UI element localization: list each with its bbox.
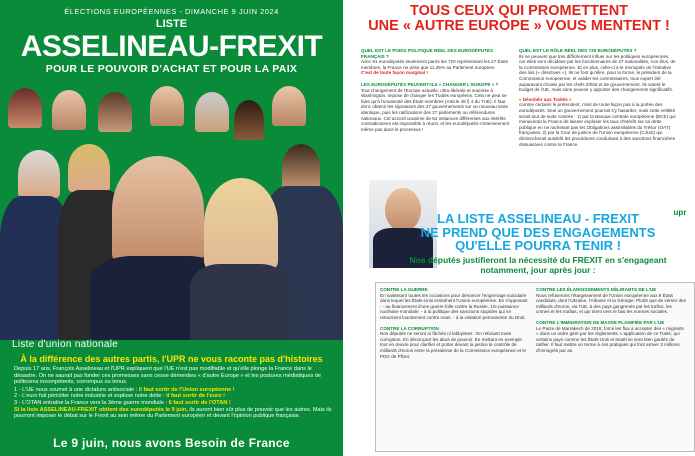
liste-label: LISTE [155,18,188,30]
candidates-photo-group [0,78,343,340]
commitment-headline: LA LISTE ASSELINEAU - FREXIT NE PREND QUE DES ENGAGEMENTS QU'ELLE POURRA TENIR ! [420,211,656,253]
commitment-subtitle: Nos députés justifieront la nécessité du FREXIT en s'engageant notamment, jour après jour : [409,255,667,275]
left-flyer-page [0,0,343,456]
right-flyer-page [343,0,695,456]
point-1: 1 - L'UE nous soumet à une dictature antisociale : il faut sortir de l'Union européenne ! [14,386,235,393]
main-title: ASSELINEAU-FREXIT [20,30,323,63]
right-title: TOUS CEUX QUI PROMETTENT UNE « AUTRE EUROPE » VOUS MENTENT ! [368,3,670,34]
left-body-text [14,366,334,420]
box-col-right: CONTRE LES ÉLARGISSEMENTS DÉLIRANTS DE L'UE Nous refuserons l'élargissement de l'Union européenne aux 9 États candidats, dont l'Ukraine, l'Albanie et la Géorgie. Plutôt que de verser des milliards d'euros, via l'UE, à des pays gangrenés par les trafics, les crimes et les mafias, et qui tirent vers le bas les normes sociales. CONTRE L'IMMIGRATION DE MASSE PLANIFIÉE PAR L'UE Le Pacte de Marrakech de 2018, forcé les flux à accepter des « migrants » dans un ordre géré par les règlements. L'application de ce Traité, qui certains pays comme les États-Unis et Israël se sont bien gardés de ratifier. Il faut mettre un terme à ces pratiques qui font arriver 3 millions d'immigrés par an. [536,287,686,353]
point-2: 2 - L'euro fait péricliter notre industrie et explose notre dette : il faut sortir de l'euro ! [14,393,226,400]
column-right-upper: QUEL EST LE RÔLE RÉEL DES 720 EURODÉPUTÉS ? Ils ne peuvent que très difficilement influer sur les politiques européennes, car elles sont décidées par les fonctionnaires de 27 nationalités, non élus, de la Commission européenne. Et en plus, celle-ci a le monopole de l'initiative des lois (« directives »). Ils ne font qu'élire, pour la forme, le président de la Commission européenne, et valider les commissaires, tous expert été auparavant choisis par les chefs d'État et de gouvernement. Ils votent le budget de l'UE, mais sans pouvoir y apporter des changements significatifs. « Désobéir aux Traités » comme certains le prétendent, n'est de toute façon pas à la portée des eurodéputés. Seul un gouvernement pourrait s'y hasarder, mais cette velléité serait tout de suite contrée : 1) par la Banque centrale européenne (BCE) qui menacerait la France de laisser exploser les taux d'intérêt sur sa dette publique en ne rachetant pas les Obligations assimilables du Trésor (OAT) françaises. 2) par la Cour de justice de l'Union européenne (CJUE) qui déclencherait aussitôt les procédures conduisant à des sanctions financières dissuasives contre la France. [519,48,676,147]
intro-paragraph: Depuis 17 ans, François Asselineau et l'UPR expliquent que l'UE n'est pas modifiable et qu'elle plonge la France dans le désastre. On ne saurait pas fonder ces promesses sans cesse démenties « d'autre Europe » et les postures médiatiques de politiciens incompétents, corrompus ou tenus. [14,366,322,386]
commitments-box [375,282,695,452]
election-header: ÉLECTIONS EUROPÉENNES - DIMANCHE 9 JUIN 2024 [64,7,279,16]
box-col-left: CONTRE LA GUERRE En saisissant toutes les occasions pour dénoncer l'engrenage suicidaire dans lequel les États-Unis entraînent l'Union européenne. En s'opposant : - au financement d'une guerre folle contre la Russie, 1re puissance nucléaire mondiale. - à la politique des sanctions stupides qui se retournent lourdement contre nous. - à la violation permanente du Droit. CONTRE LA CORRUPTION Nos députés ne seront ni fâchés ni lobbyistes : En refusant toute corruption. En dénonçant les abus de pouvoir. En mettant en exemple tout en œuvre pour clarifier et porter devant la justice le contrôle de milliards d'euros entre la présidente de la Commission européenne et le PDG de Pfizer. [380,287,528,359]
upr-logo: upr [673,208,687,217]
main-subtitle: POUR LE POUVOIR D'ACHAT ET POUR LA PAIX [45,63,298,75]
column-left-upper: QUEL EST LE POIDS POLITIQUE RÉEL DES EURODÉPUTÉS FRANÇAIS ? Avec 81 eurodéputés seulement parmi les 720 représentant les 27 États membres, la France ne pèse que 11,25% au Parlement européen. C'est de toute façon marginal ! LES EURODÉPUTÉS PEUVENT-ILS « CHANGER L'EUROPE » ? Tout changement de l'Europe actuelle, ultra-libérale et soumise à Washington, impose de changer les Traités européens. Cela ne peut se faire qu'à l'unanimité des États membres (Article 48 § 4 du TUE). Il faut donc obtenir les signatures des 27 gouvernements sur un nouveau texte identique, puis les ratifications des 27 parlements ou référendums nationaux. Cet accord unanime de 54 instances différentes aux intérêts contradictoires est impossible à réunir, et les eurodéputés n'interviennent même pas dans le processus ! [361,48,510,132]
footer-slogan: Le 9 juin, nous avons Besoin de France [53,436,290,450]
point-3: 3 - L'OTAN entraîne la France vers la 3ème guerre mondiale : il faut sortir de l'OTAN ! [14,399,231,406]
closing-paragraph: Si la liste ASSELINEAU-FREXIT obtient des eurodéputés le 9 juin, ils auront bien sûr plus de pouvoir que les autres. Mais ils pourront imposer le débat sur le Frexit au sein même du Parlement européen et devant l'opinion publique française. [14,406,332,420]
union-label: Liste d'union nationale [12,339,119,350]
highlight-headline: À la différence des autres partis, l'UPR ne vous raconte pas d'histoires [20,354,323,364]
